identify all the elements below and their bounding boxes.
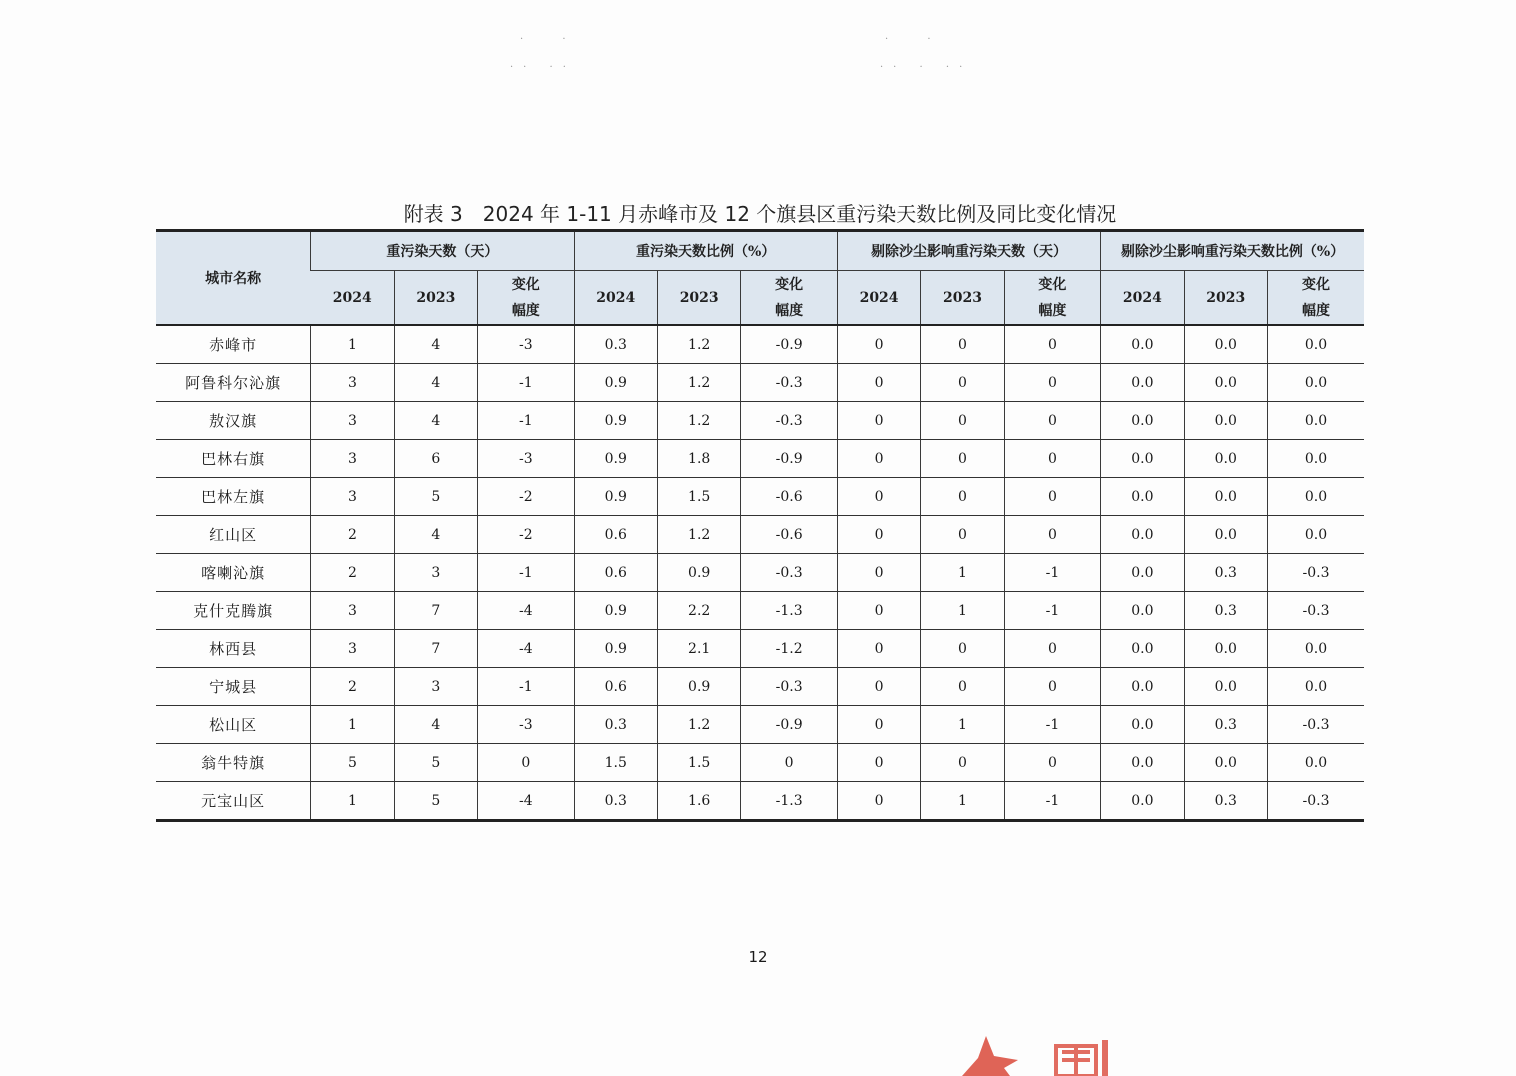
value-cell: 0.6 xyxy=(574,516,657,554)
value-cell: 0.3 xyxy=(574,782,657,821)
value-cell: -4 xyxy=(478,630,575,668)
value-cell: -0.9 xyxy=(741,440,837,478)
group-header-heavy-ratio: 重污染天数比例（%） xyxy=(574,231,837,271)
value-cell: 1 xyxy=(921,554,1004,592)
city-name-cell: 松山区 xyxy=(156,706,311,744)
value-cell: 0 xyxy=(837,440,920,478)
value-cell: 0.0 xyxy=(1267,630,1364,668)
seal-star-fragment xyxy=(962,1036,1018,1076)
value-cell: 4 xyxy=(394,516,477,554)
value-cell: -2 xyxy=(478,516,575,554)
value-cell: 0 xyxy=(1004,402,1101,440)
scan-artifact: · · xyxy=(520,34,584,45)
table-row xyxy=(156,364,1364,402)
value-cell: -1.2 xyxy=(741,630,837,668)
year-2023-header: 2023 xyxy=(1184,271,1267,326)
value-cell: 0 xyxy=(921,478,1004,516)
value-cell: 0.0 xyxy=(1184,402,1267,440)
change-header: 变化 幅度 xyxy=(1267,271,1364,326)
value-cell: 0.3 xyxy=(574,706,657,744)
value-cell: -1 xyxy=(478,554,575,592)
value-cell: 0 xyxy=(837,402,920,440)
value-cell: -1.3 xyxy=(741,592,837,630)
value-cell: 4 xyxy=(394,402,477,440)
value-cell: 0.0 xyxy=(1101,706,1184,744)
value-cell: -0.3 xyxy=(1267,554,1364,592)
value-cell: 1 xyxy=(921,782,1004,821)
scan-artifact: ·· ·· xyxy=(510,62,576,73)
value-cell: 0.0 xyxy=(1101,364,1184,402)
value-cell: -0.9 xyxy=(741,325,837,364)
value-cell: 0 xyxy=(837,516,920,554)
value-cell: 0 xyxy=(1004,478,1101,516)
value-cell: 3 xyxy=(311,630,394,668)
red-seal-stamp xyxy=(956,1030,1116,1076)
value-cell: -1 xyxy=(478,364,575,402)
value-cell: 3 xyxy=(394,554,477,592)
city-name-cell: 克什克腾旗 xyxy=(156,592,311,630)
value-cell: 6 xyxy=(394,440,477,478)
value-cell: 0.0 xyxy=(1184,440,1267,478)
scan-artifact: · · xyxy=(885,34,949,45)
value-cell: 0.9 xyxy=(574,478,657,516)
value-cell: 3 xyxy=(311,478,394,516)
value-cell: 0.0 xyxy=(1101,516,1184,554)
value-cell: 5 xyxy=(394,744,477,782)
value-cell: 0 xyxy=(478,744,575,782)
value-cell: 7 xyxy=(394,630,477,668)
city-name-header: 城市名称 xyxy=(156,231,311,326)
value-cell: 5 xyxy=(311,744,394,782)
value-cell: 3 xyxy=(311,592,394,630)
value-cell: 4 xyxy=(394,364,477,402)
table-row xyxy=(156,325,1364,364)
value-cell: -1 xyxy=(478,402,575,440)
table-body xyxy=(156,325,1364,821)
value-cell: 2.2 xyxy=(657,592,740,630)
value-cell: -1 xyxy=(1004,554,1101,592)
value-cell: 3 xyxy=(311,364,394,402)
value-cell: -0.3 xyxy=(741,364,837,402)
city-name-cell: 红山区 xyxy=(156,516,311,554)
value-cell: 0.3 xyxy=(574,325,657,364)
year-2024-header: 2024 xyxy=(311,271,394,326)
year-2024-header: 2024 xyxy=(837,271,920,326)
value-cell: 1 xyxy=(921,592,1004,630)
value-cell: 0.0 xyxy=(1184,325,1267,364)
city-name-cell: 宁城县 xyxy=(156,668,311,706)
table-row xyxy=(156,782,1364,821)
value-cell: 0.0 xyxy=(1101,782,1184,821)
year-2023-header: 2023 xyxy=(657,271,740,326)
city-name-cell: 敖汉旗 xyxy=(156,402,311,440)
value-cell: 0.0 xyxy=(1267,478,1364,516)
value-cell: 0 xyxy=(1004,440,1101,478)
value-cell: 0.3 xyxy=(1184,592,1267,630)
value-cell: 0 xyxy=(1004,668,1101,706)
value-cell: 4 xyxy=(394,706,477,744)
table-row xyxy=(156,402,1364,440)
city-name-cell: 巴林右旗 xyxy=(156,440,311,478)
value-cell: -4 xyxy=(478,782,575,821)
value-cell: 3 xyxy=(311,402,394,440)
value-cell: 0 xyxy=(921,744,1004,782)
value-cell: 0.0 xyxy=(1267,440,1364,478)
value-cell: 0 xyxy=(741,744,837,782)
value-cell: -0.6 xyxy=(741,478,837,516)
value-cell: 0.0 xyxy=(1101,402,1184,440)
table-row xyxy=(156,706,1364,744)
city-name-cell: 阿鲁科尔沁旗 xyxy=(156,364,311,402)
value-cell: 0.0 xyxy=(1267,668,1364,706)
pollution-table xyxy=(156,229,1364,822)
value-cell: -0.3 xyxy=(741,668,837,706)
year-2024-header: 2024 xyxy=(1101,271,1184,326)
value-cell: 0.9 xyxy=(574,440,657,478)
value-cell: 0 xyxy=(837,706,920,744)
value-cell: 0 xyxy=(921,516,1004,554)
value-cell: -1 xyxy=(1004,592,1101,630)
value-cell: 0 xyxy=(837,744,920,782)
value-cell: 1.5 xyxy=(657,744,740,782)
value-cell: 0.9 xyxy=(574,402,657,440)
value-cell: -3 xyxy=(478,325,575,364)
value-cell: 0 xyxy=(1004,630,1101,668)
value-cell: 0 xyxy=(921,325,1004,364)
value-cell: 0 xyxy=(837,592,920,630)
group-header-dust-excluded-ratio: 剔除沙尘影响重污染天数比例（%） xyxy=(1101,231,1364,271)
value-cell: 0 xyxy=(921,364,1004,402)
value-cell: 1.6 xyxy=(657,782,740,821)
year-2024-header: 2024 xyxy=(574,271,657,326)
change-header: 变化 幅度 xyxy=(741,271,837,326)
value-cell: 0.0 xyxy=(1101,554,1184,592)
value-cell: 0 xyxy=(921,402,1004,440)
value-cell: 1 xyxy=(311,325,394,364)
value-cell: 1 xyxy=(311,782,394,821)
scan-artifact: ·· · ·· xyxy=(880,62,973,73)
change-header: 变化 幅度 xyxy=(1004,271,1101,326)
value-cell: 0.9 xyxy=(657,554,740,592)
value-cell: 0.0 xyxy=(1101,630,1184,668)
value-cell: 1 xyxy=(921,706,1004,744)
value-cell: 0.3 xyxy=(1184,554,1267,592)
value-cell: 0 xyxy=(837,478,920,516)
year-2023-header: 2023 xyxy=(921,271,1004,326)
table-row xyxy=(156,592,1364,630)
value-cell: 1.2 xyxy=(657,402,740,440)
value-cell: 3 xyxy=(311,440,394,478)
value-cell: -1 xyxy=(1004,706,1101,744)
value-cell: 1.8 xyxy=(657,440,740,478)
value-cell: -3 xyxy=(478,706,575,744)
value-cell: 0.9 xyxy=(574,364,657,402)
value-cell: 2 xyxy=(311,554,394,592)
value-cell: 0.0 xyxy=(1184,668,1267,706)
value-cell: 4 xyxy=(394,325,477,364)
change-header: 变化 幅度 xyxy=(478,271,575,326)
value-cell: 1.2 xyxy=(657,325,740,364)
value-cell: 0 xyxy=(1004,364,1101,402)
value-cell: 1.2 xyxy=(657,706,740,744)
value-cell: 0 xyxy=(921,630,1004,668)
value-cell: 5 xyxy=(394,478,477,516)
value-cell: 0.0 xyxy=(1101,440,1184,478)
value-cell: -2 xyxy=(478,478,575,516)
value-cell: -1.3 xyxy=(741,782,837,821)
table-title: 附表 3 2024 年 1-11 月赤峰市及 12 个旗县区重污染天数比例及同比变化情况 xyxy=(403,202,1117,226)
value-cell: -0.3 xyxy=(741,402,837,440)
table-row xyxy=(156,554,1364,592)
table-row xyxy=(156,516,1364,554)
value-cell: 5 xyxy=(394,782,477,821)
value-cell: 2 xyxy=(311,516,394,554)
city-name-cell: 元宝山区 xyxy=(156,782,311,821)
value-cell: 3 xyxy=(394,668,477,706)
table-row xyxy=(156,668,1364,706)
table-row xyxy=(156,440,1364,478)
year-2023-header: 2023 xyxy=(394,271,477,326)
value-cell: -0.3 xyxy=(1267,706,1364,744)
value-cell: -1 xyxy=(1004,782,1101,821)
value-cell: 0.6 xyxy=(574,554,657,592)
value-cell: 1.5 xyxy=(574,744,657,782)
value-cell: 0 xyxy=(837,668,920,706)
value-cell: 0.0 xyxy=(1267,402,1364,440)
value-cell: 0.3 xyxy=(1184,782,1267,821)
header-row-groups xyxy=(156,231,1364,271)
value-cell: 1.2 xyxy=(657,364,740,402)
value-cell: -0.6 xyxy=(741,516,837,554)
value-cell: 0.0 xyxy=(1184,630,1267,668)
value-cell: 0 xyxy=(837,554,920,592)
city-name-cell: 巴林左旗 xyxy=(156,478,311,516)
value-cell: 0.0 xyxy=(1267,325,1364,364)
value-cell: 0.9 xyxy=(574,592,657,630)
value-cell: 0.0 xyxy=(1267,364,1364,402)
value-cell: 1.2 xyxy=(657,516,740,554)
value-cell: 0.0 xyxy=(1267,744,1364,782)
value-cell: 0 xyxy=(837,782,920,821)
value-cell: 0.9 xyxy=(657,668,740,706)
value-cell: 0.0 xyxy=(1101,478,1184,516)
value-cell: 0 xyxy=(837,364,920,402)
value-cell: 1 xyxy=(311,706,394,744)
page-number: 12 xyxy=(748,948,768,966)
value-cell: 0 xyxy=(1004,516,1101,554)
seal-character-fragment xyxy=(1056,1046,1096,1076)
value-cell: 0.0 xyxy=(1184,516,1267,554)
value-cell: 0.3 xyxy=(1184,706,1267,744)
value-cell: 0 xyxy=(1004,325,1101,364)
group-header-dust-excluded-days: 剔除沙尘影响重污染天数（天） xyxy=(837,231,1100,271)
value-cell: 2.1 xyxy=(657,630,740,668)
value-cell: 0 xyxy=(921,440,1004,478)
value-cell: 2 xyxy=(311,668,394,706)
value-cell: 1.5 xyxy=(657,478,740,516)
table-row xyxy=(156,630,1364,668)
table-row xyxy=(156,478,1364,516)
value-cell: 0.6 xyxy=(574,668,657,706)
value-cell: 0.0 xyxy=(1267,516,1364,554)
header-row-sub xyxy=(156,271,1364,326)
value-cell: -1 xyxy=(478,668,575,706)
value-cell: 0.0 xyxy=(1101,325,1184,364)
value-cell: -0.9 xyxy=(741,706,837,744)
value-cell: 0.0 xyxy=(1184,744,1267,782)
value-cell: 0 xyxy=(837,325,920,364)
city-name-cell: 翁牛特旗 xyxy=(156,744,311,782)
value-cell: -0.3 xyxy=(1267,782,1364,821)
value-cell: 0.0 xyxy=(1101,592,1184,630)
value-cell: -4 xyxy=(478,592,575,630)
value-cell: -3 xyxy=(478,440,575,478)
value-cell: 0 xyxy=(921,668,1004,706)
value-cell: -0.3 xyxy=(741,554,837,592)
value-cell: 0.0 xyxy=(1101,668,1184,706)
value-cell: 0.0 xyxy=(1101,744,1184,782)
value-cell: 0 xyxy=(837,630,920,668)
table-row xyxy=(156,744,1364,782)
seal-edge-fragment xyxy=(1102,1040,1108,1076)
city-name-cell: 赤峰市 xyxy=(156,325,311,364)
value-cell: 0 xyxy=(1004,744,1101,782)
value-cell: 0.0 xyxy=(1184,478,1267,516)
group-header-heavy-days: 重污染天数（天） xyxy=(311,231,574,271)
value-cell: -0.3 xyxy=(1267,592,1364,630)
city-name-cell: 林西县 xyxy=(156,630,311,668)
value-cell: 0.0 xyxy=(1184,364,1267,402)
city-name-cell: 喀喇沁旗 xyxy=(156,554,311,592)
value-cell: 7 xyxy=(394,592,477,630)
value-cell: 0.9 xyxy=(574,630,657,668)
